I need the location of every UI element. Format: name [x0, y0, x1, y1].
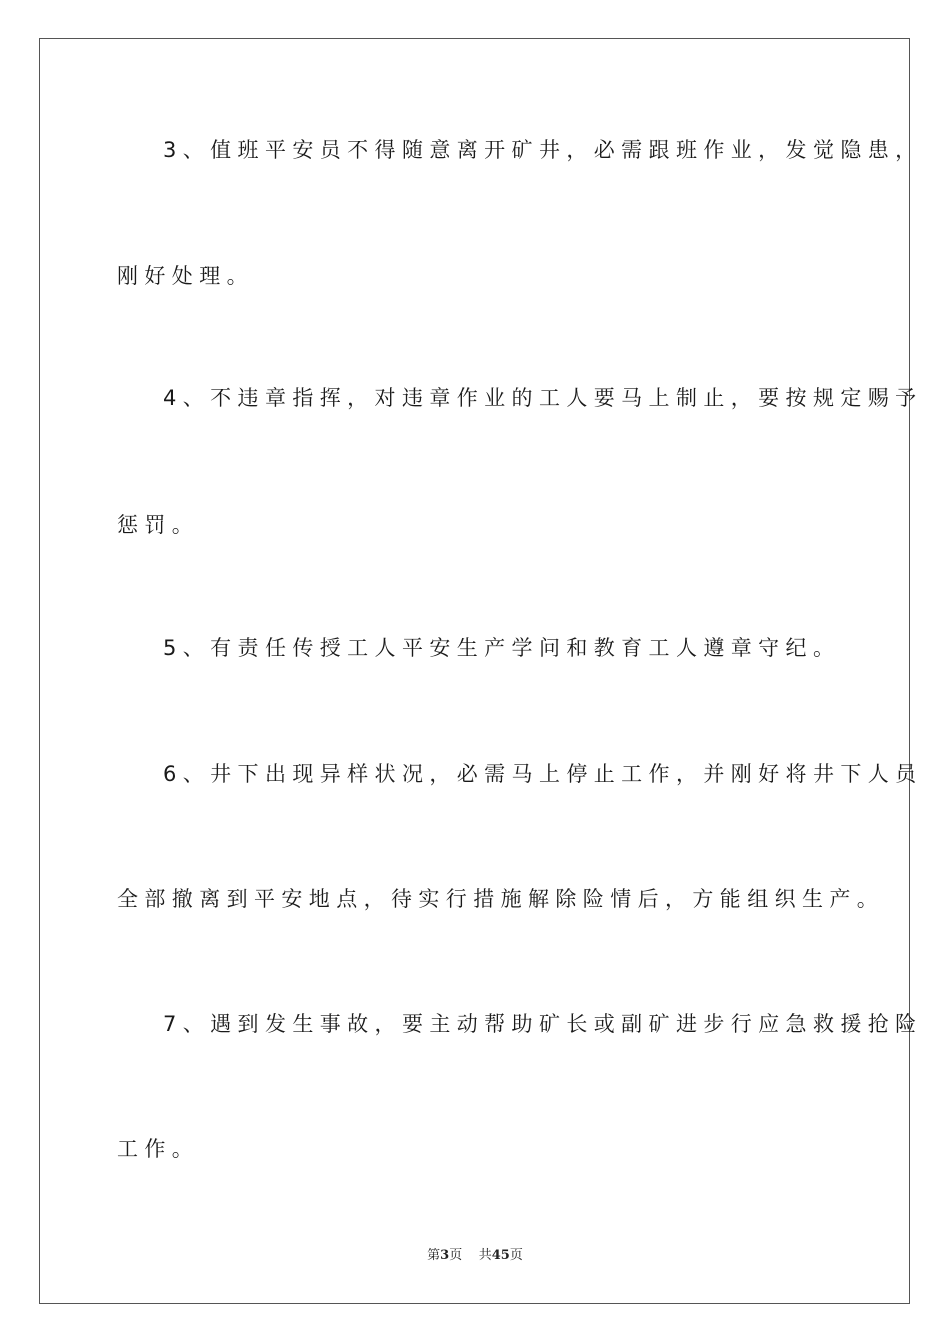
footer-total-suffix: 页: [509, 1248, 523, 1263]
page-footer: [0, 1247, 950, 1265]
paragraph-3-line-1: 3、值班平安员不得随意离开矿井，必需跟班作业，发觉隐患，: [163, 138, 923, 162]
paragraph-5-line-1: 5、有责任传授工人平安生产学问和教育工人遵章守纪。: [163, 636, 841, 660]
footer-page-number: 3: [440, 1248, 450, 1263]
footer-page-suffix: 页: [449, 1248, 463, 1263]
paragraph-7-line-2: 工作。: [117, 1137, 200, 1161]
paragraph-6-line-1: 6、井下出现异样状况，必需马上停止工作，并刚好将井下人员: [163, 762, 923, 786]
paragraph-7-line-1: 7、遇到发生事故，要主动帮助矿长或副矿进步行应急救援抢险: [163, 1012, 923, 1036]
footer-total-prefix: 共: [478, 1248, 492, 1263]
paragraph-4-line-2: 惩罚。: [117, 513, 200, 537]
paragraph-3-line-2: 刚好处理。: [117, 264, 254, 288]
paragraph-4-line-1: 4、不违章指挥，对违章作业的工人要马上制止，要按规定赐予: [163, 386, 923, 410]
footer-page-prefix: 第: [427, 1248, 441, 1263]
page-border: [39, 38, 910, 1304]
footer-total-pages: 45: [491, 1248, 510, 1263]
paragraph-6-line-2: 全部撤离到平安地点，待实行措施解除险情后，方能组织生产。: [117, 887, 885, 911]
